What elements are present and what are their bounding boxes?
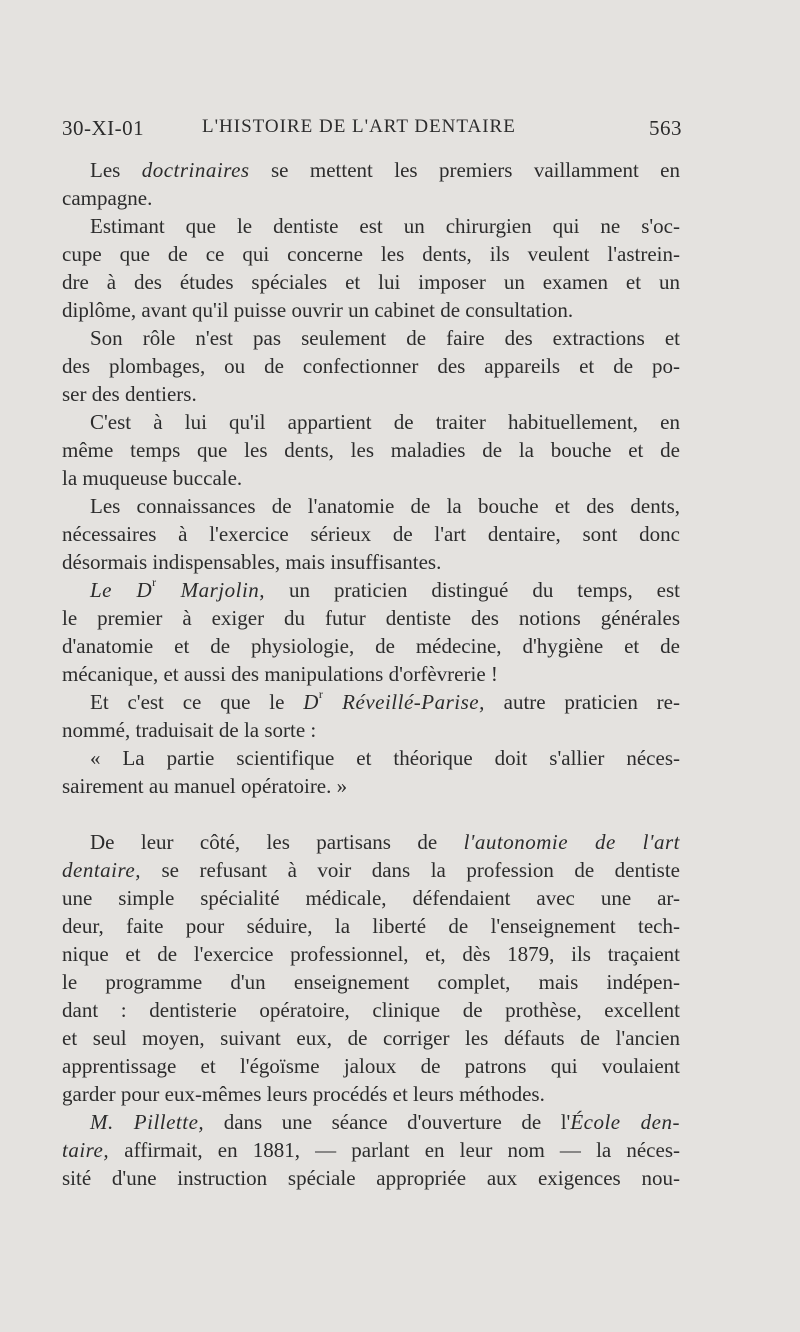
text-line <box>62 968 680 996</box>
text-run: mécanique, et aussi des manipulations d'orfèvrerie ! <box>62 662 498 686</box>
text-run: des plombages, ou de confectionner des appareils et de po- <box>62 354 680 378</box>
text-run: C'est à lui qu'il appartient de traiter habituellement, en <box>90 410 680 434</box>
text-run: garder pour eux-mêmes leurs procédés et leurs méthodes. <box>62 1082 545 1106</box>
text-run: deur, faite pour séduire, la liberté de l'enseignement tech- <box>62 914 680 938</box>
text-line <box>62 576 680 604</box>
text-run: le programme d'un enseignement complet, mais indépen- <box>62 970 680 994</box>
text-line <box>62 520 680 548</box>
text-line <box>62 436 680 464</box>
text-line <box>62 268 680 296</box>
italic-text: taire, <box>62 1138 110 1162</box>
text-line <box>62 1024 680 1052</box>
text-run: campagne. <box>62 186 153 210</box>
text-line <box>62 464 680 492</box>
text-run: se refusant à voir dans la profession de dentiste <box>140 858 680 882</box>
text-run: et seul moyen, suivant eux, de corriger les défauts de l'ancien <box>62 1026 680 1050</box>
header-date: 30-XI-01 <box>62 116 145 140</box>
text-run: affirmait, en 1881, — parlant en leur nom — la néces- <box>109 1138 680 1162</box>
italic-text: dentaire, <box>62 858 141 882</box>
text-run: une simple spécialité médicale, défendaient avec une ar- <box>62 886 680 910</box>
text-line <box>62 940 680 968</box>
text-line <box>62 660 680 688</box>
italic-text: doctrinaires <box>141 158 250 182</box>
text-run: Estimant que le dentiste est un chirurgien qui ne s'oc- <box>90 214 680 238</box>
superscript: r <box>318 687 323 701</box>
page-body-text <box>62 156 680 1192</box>
text-run: dant : dentisterie opératoire, clinique de prothèse, excellent <box>62 998 680 1022</box>
text-run: se mettent les premiers vaillamment en <box>249 158 680 182</box>
text-run: sité d'une instruction spéciale appropriée aux exigences nou- <box>62 1166 680 1190</box>
text-line <box>62 744 680 772</box>
text-line <box>62 1164 680 1192</box>
italic-text: Le D <box>90 578 153 602</box>
text-run: autre praticien re- <box>484 690 680 714</box>
text-run: Et c'est ce que le <box>90 690 304 714</box>
text-line <box>62 604 680 632</box>
text-line <box>62 716 680 744</box>
text-run: ser des dentiers. <box>62 382 197 406</box>
text-line <box>62 1052 680 1080</box>
text-line <box>62 856 680 884</box>
text-line <box>62 912 680 940</box>
text-run: dre à des études spéciales et lui imposer un examen et un <box>62 270 680 294</box>
text-line <box>62 884 680 912</box>
italic-text: M. Pillette, <box>90 1110 205 1134</box>
text-run: nique et de l'exercice professionnel, et, dès 1879, ils traçaient <box>62 942 680 966</box>
text-run: même temps que les dents, les maladies de la bouche et de <box>62 438 680 462</box>
text-line <box>62 492 680 520</box>
text-line <box>62 548 680 576</box>
italic-text: Réveillé-Parise, <box>322 690 485 714</box>
paragraph-gap <box>62 800 680 828</box>
text-run: la muqueuse buccale. <box>62 466 243 490</box>
text-run: dans une séance d'ouverture de l' <box>204 1110 571 1134</box>
text-line <box>62 296 680 324</box>
italic-text: Marjolin, <box>156 578 266 602</box>
text-run: apprentissage et l'égoïsme jaloux de patrons qui voulaient <box>62 1054 680 1078</box>
text-line <box>62 1108 680 1136</box>
text-line <box>62 324 680 352</box>
text-line <box>62 380 680 408</box>
italic-text: D <box>303 690 319 714</box>
text-run: d'anatomie et de physiologie, de médecine, d'hygiène et de <box>62 634 680 658</box>
text-line <box>62 632 680 660</box>
text-run: nommé, traduisait de la sorte : <box>62 718 317 742</box>
text-run: diplôme, avant qu'il puisse ouvrir un cabinet de consultation. <box>62 298 574 322</box>
text-run: cupe que de ce qui concerne les dents, ils veulent l'astrein- <box>62 242 680 266</box>
text-line <box>62 156 680 184</box>
text-run: Les connaissances de l'anatomie de la bouche et des dents, <box>90 494 680 518</box>
page-number: 563 <box>649 116 682 140</box>
text-run: nécessaires à l'exercice sérieux de l'art dentaire, sont donc <box>62 522 680 546</box>
text-run: un praticien distingué du temps, est <box>265 578 681 602</box>
text-run: Son rôle n'est pas seulement de faire des extractions et <box>90 326 680 350</box>
superscript: r <box>152 575 157 589</box>
text-line <box>62 240 680 268</box>
italic-text: École den- <box>570 1110 680 1134</box>
text-line <box>62 408 680 436</box>
text-line <box>62 828 680 856</box>
text-line <box>62 212 680 240</box>
text-line <box>62 1080 680 1108</box>
running-title: L'HISTOIRE DE L'ART DENTAIRE <box>202 116 516 137</box>
text-line <box>62 996 680 1024</box>
text-run: désormais indispensables, mais insuffisantes. <box>62 550 442 574</box>
text-run: sairement au manuel opératoire. » <box>62 774 348 798</box>
text-line <box>62 352 680 380</box>
text-line <box>62 1136 680 1164</box>
text-run: De leur côté, les partisans de <box>90 830 464 854</box>
italic-text: l'autonomie de l'art <box>463 830 680 854</box>
text-line <box>62 184 680 212</box>
text-run: Les <box>90 158 142 182</box>
text-line <box>62 688 680 716</box>
text-run: « La partie scientifique et théorique doit s'allier néces- <box>90 746 680 770</box>
text-line <box>62 772 680 800</box>
text-run: le premier à exiger du futur dentiste des notions générales <box>62 606 680 630</box>
